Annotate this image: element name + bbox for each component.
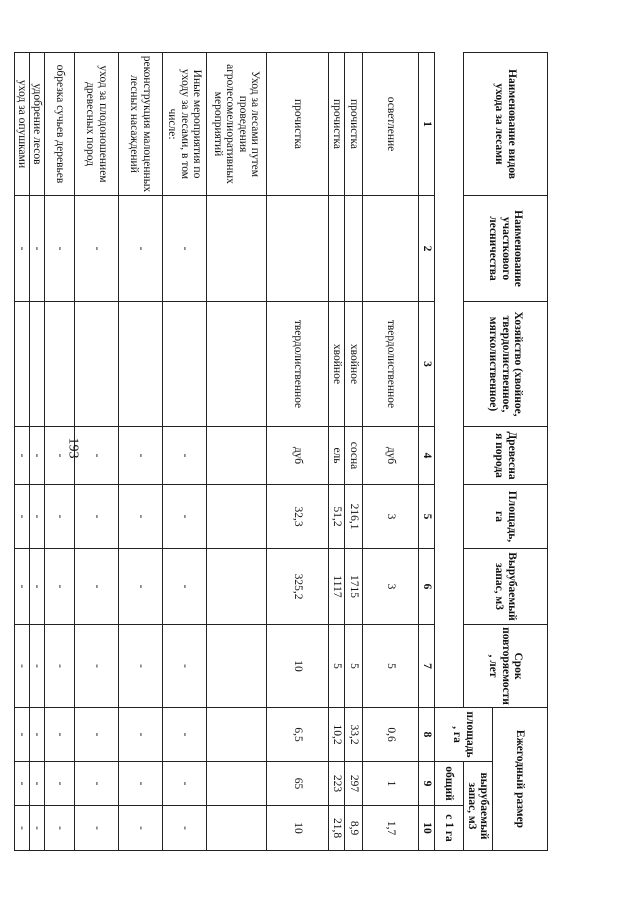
cell-c8: - (29, 708, 44, 762)
cell-c4: дуб (267, 427, 329, 485)
col-number: 7 (419, 625, 435, 708)
cell-c8: - (45, 708, 75, 762)
cell-c9: 223 (329, 762, 345, 806)
header-col7: Срок повторяемости, лет (464, 625, 548, 708)
cell-c1: уход за опушками (14, 53, 29, 196)
cell-c9: - (14, 762, 29, 806)
col-number: 9 (419, 762, 435, 806)
cell-c6: 3 (363, 549, 419, 625)
cell-c8: 10,2 (329, 708, 345, 762)
cell-c5: - (163, 485, 207, 549)
cell-c9: 1 (363, 762, 419, 806)
cell-c3 (75, 302, 119, 427)
cell-c9 (207, 762, 267, 806)
cell-c6: - (75, 549, 119, 625)
cell-c4 (207, 427, 267, 485)
table-row (267, 53, 329, 851)
cell-c7: 5 (363, 625, 419, 708)
col-number: 1 (419, 53, 435, 196)
cell-c1: уход за плодоношением древесных пород (75, 53, 119, 196)
cell-c3 (14, 302, 29, 427)
header-col4: Древесная порода (464, 427, 548, 485)
cell-c6: 1715 (345, 549, 363, 625)
cell-c5: 3 (363, 485, 419, 549)
cell-c8: - (119, 708, 163, 762)
cell-c3: хвойное (345, 302, 363, 427)
cell-c10: 1,7 (363, 806, 419, 851)
cell-c5: - (45, 485, 75, 549)
cell-c4: - (163, 427, 207, 485)
cell-c2: - (29, 196, 44, 302)
table-row (345, 53, 363, 851)
cell-c3: твердолиственное (267, 302, 329, 427)
cell-c8: - (75, 708, 119, 762)
cell-c7: 10 (267, 625, 329, 708)
cell-c4: - (119, 427, 163, 485)
cell-c6: 325,2 (267, 549, 329, 625)
header-col3: Хозяйство (хвойное, твердолиственное, мягколиственное) (464, 302, 548, 427)
cell-c9: - (45, 762, 75, 806)
col-number: 4 (419, 427, 435, 485)
cell-c10: 10 (267, 806, 329, 851)
forest-care-table (14, 52, 548, 851)
cell-c9: - (75, 762, 119, 806)
cell-c2 (329, 196, 345, 302)
cell-c2 (267, 196, 329, 302)
cell-c10: - (45, 806, 75, 851)
cell-c3: хвойное (329, 302, 345, 427)
cell-c7: - (14, 625, 29, 708)
cell-c5: - (75, 485, 119, 549)
header-col10: с 1 га (435, 806, 464, 851)
cell-c1: прочистка (329, 53, 345, 196)
cell-c3 (29, 302, 44, 427)
header-col9: общий (435, 762, 464, 806)
cell-c7: - (163, 625, 207, 708)
cell-c2: - (14, 196, 29, 302)
cell-c4: - (75, 427, 119, 485)
cell-c10: - (14, 806, 29, 851)
table-row (329, 53, 345, 851)
cell-c5: - (119, 485, 163, 549)
cell-c2: - (45, 196, 75, 302)
page-number: 193 (65, 437, 81, 459)
col-number: 6 (419, 549, 435, 625)
cell-c9: - (119, 762, 163, 806)
col-number: 3 (419, 302, 435, 427)
header-spacer (435, 53, 464, 708)
cell-c8: 0,6 (363, 708, 419, 762)
header-annual: Ежегодный размер (493, 708, 548, 851)
cell-c6: - (45, 549, 75, 625)
col-number: 10 (419, 806, 435, 851)
header-col2: Наименование участкового лесничества (464, 196, 548, 302)
table-row (14, 53, 29, 851)
cell-c10 (207, 806, 267, 851)
cell-c9: 297 (345, 762, 363, 806)
header-col1: Наименование видов ухода за лесами (464, 53, 548, 196)
cell-c7: - (45, 625, 75, 708)
cell-c4: ель (329, 427, 345, 485)
cell-c3 (119, 302, 163, 427)
cell-c3 (207, 302, 267, 427)
cell-c5: 216,1 (345, 485, 363, 549)
cell-c4: - (29, 427, 44, 485)
table-row (119, 53, 163, 851)
table-row (363, 53, 419, 851)
cell-c4: дуб (363, 427, 419, 485)
cell-c8: 33,2 (345, 708, 363, 762)
header-cut-volume: вырубаемый запас, м3 (464, 762, 493, 851)
cell-c8 (207, 708, 267, 762)
cell-c6: - (119, 549, 163, 625)
cell-c1: обрезка сучьев деревьев (45, 53, 75, 196)
cell-c1: Иные мероприятия по уходу за лесами, в том числе: (163, 53, 207, 196)
cell-c4: сосна (345, 427, 363, 485)
cell-c5: - (29, 485, 44, 549)
cell-c5: 51,2 (329, 485, 345, 549)
column-numbers-row (419, 53, 435, 851)
cell-c7: 5 (345, 625, 363, 708)
cell-c9: 65 (267, 762, 329, 806)
cell-c3 (45, 302, 75, 427)
cell-c7: - (119, 625, 163, 708)
cell-c6: - (29, 549, 44, 625)
cell-c7: - (29, 625, 44, 708)
cell-c2 (207, 196, 267, 302)
cell-c2 (345, 196, 363, 302)
col-number: 5 (419, 485, 435, 549)
cell-c1: прочистка (345, 53, 363, 196)
cell-c8: 6,5 (267, 708, 329, 762)
cell-c10: - (119, 806, 163, 851)
cell-c1: прочистка (267, 53, 329, 196)
table-row (163, 53, 207, 851)
cell-c10: 21,8 (329, 806, 345, 851)
header-col6: Вырубаемый запас, м3 (464, 549, 548, 625)
cell-c6 (207, 549, 267, 625)
cell-c9: - (163, 762, 207, 806)
table-row (207, 53, 267, 851)
cell-c2 (363, 196, 419, 302)
cell-c7 (207, 625, 267, 708)
table-row (29, 53, 44, 851)
cell-c1: Уход за лесами путем проведения агролесомелиоративных мероприятий (207, 53, 267, 196)
cell-c6: - (163, 549, 207, 625)
header-col5: Площадь, га (464, 485, 548, 549)
cell-c5: - (14, 485, 29, 549)
cell-c6: 1117 (329, 549, 345, 625)
cell-c7: - (75, 625, 119, 708)
header-row (493, 53, 548, 851)
cell-c4: - (45, 427, 75, 485)
cell-c3 (163, 302, 207, 427)
cell-c5 (207, 485, 267, 549)
cell-c10: 8,9 (345, 806, 363, 851)
cell-c3: твердолиственное (363, 302, 419, 427)
cell-c1: реконструкция малоценных лесных насаждений (119, 53, 163, 196)
cell-c6: - (14, 549, 29, 625)
cell-c5: 32,3 (267, 485, 329, 549)
cell-c2: - (119, 196, 163, 302)
cell-c8: - (14, 708, 29, 762)
col-number: 2 (419, 196, 435, 302)
cell-c2: - (75, 196, 119, 302)
cell-c1: осветление (363, 53, 419, 196)
cell-c7: 5 (329, 625, 345, 708)
cell-c10: - (75, 806, 119, 851)
col-number: 8 (419, 708, 435, 762)
cell-c10: - (163, 806, 207, 851)
cell-c4: - (14, 427, 29, 485)
cell-c10: - (29, 806, 44, 851)
cell-c9: - (29, 762, 44, 806)
table-row (75, 53, 119, 851)
cell-c8: - (163, 708, 207, 762)
cell-c1: удобрение лесов (29, 53, 44, 196)
header-col8: площадь, га (435, 708, 493, 762)
cell-c2: - (163, 196, 207, 302)
